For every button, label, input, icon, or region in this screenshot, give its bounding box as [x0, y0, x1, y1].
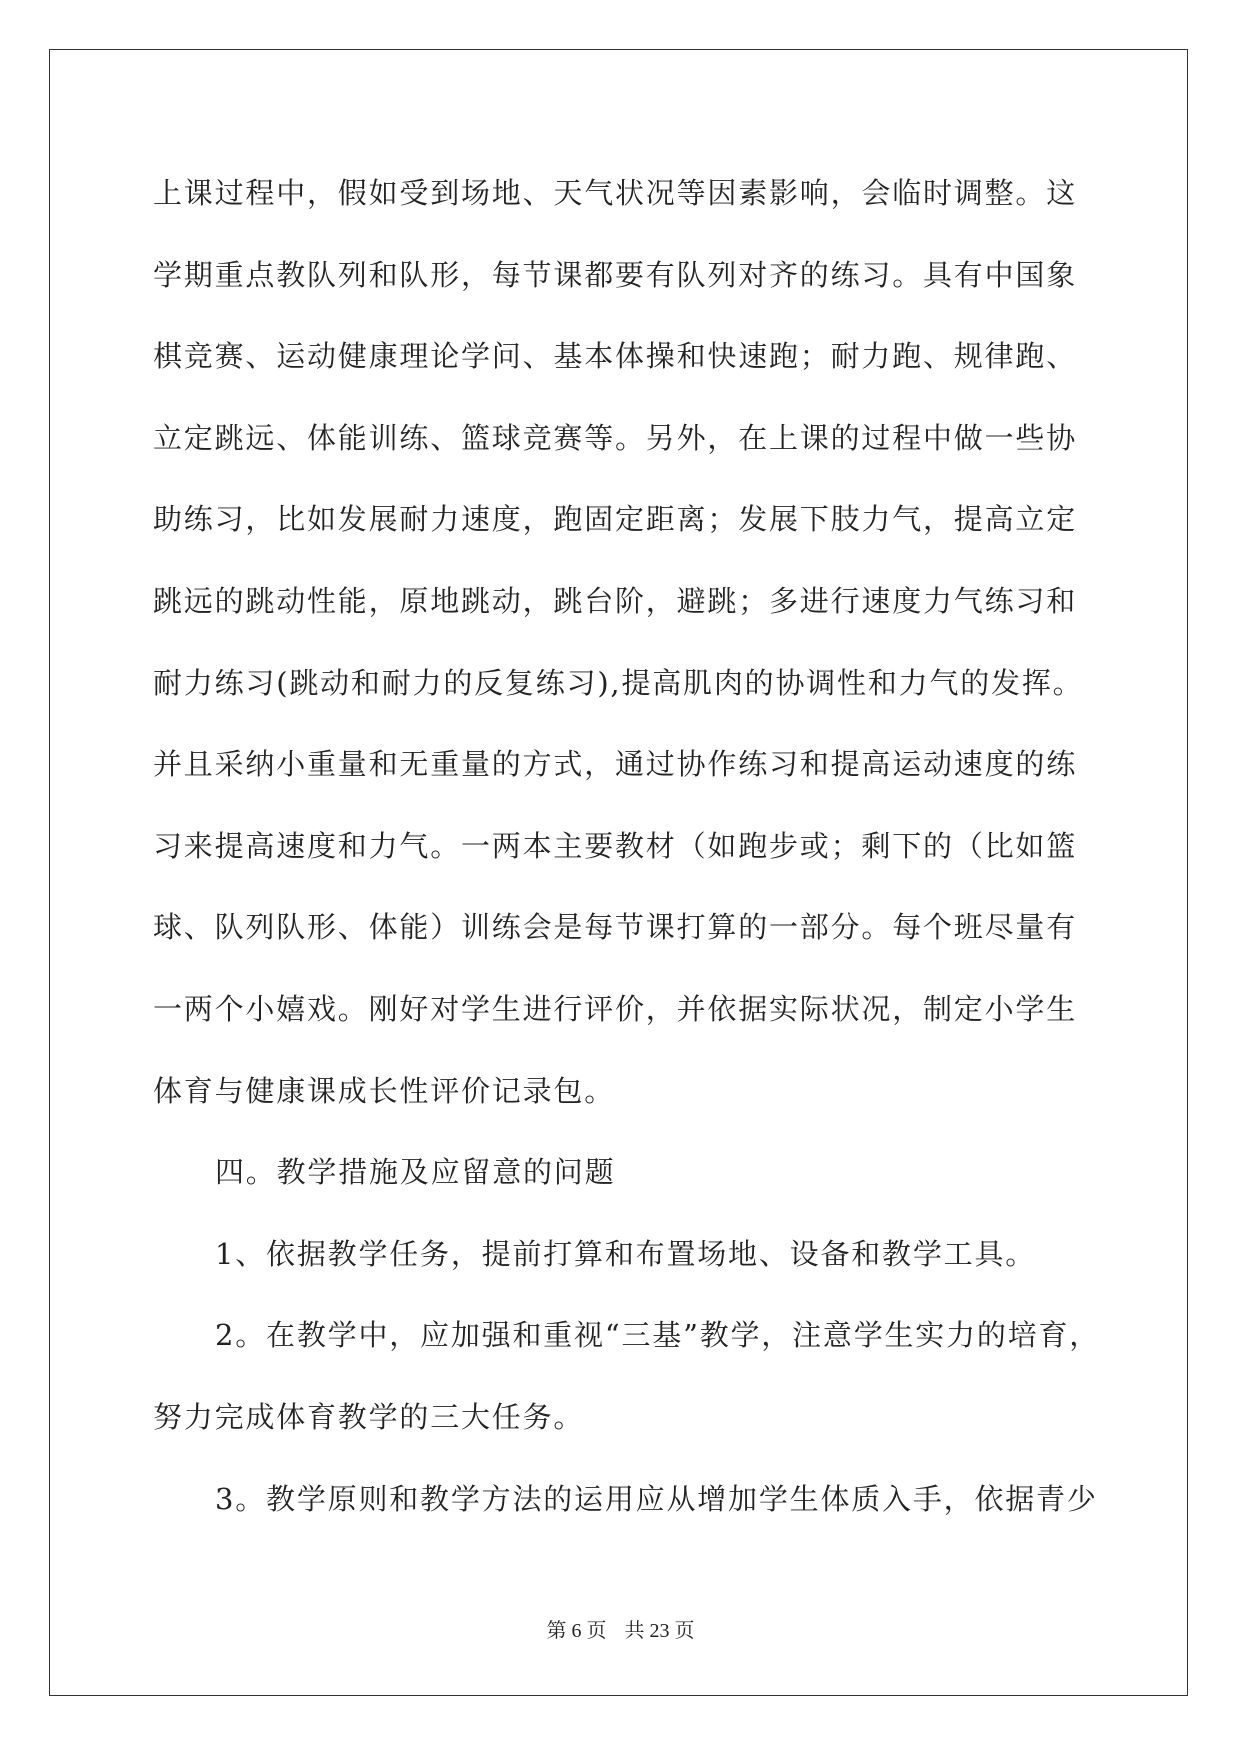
- text-line: 棋竞赛、运动健康理论学问、基本体操和快速跑；耐力跑、规律跑、: [153, 339, 1078, 374]
- list-item-2-continuation: 努力完成体育教学的三大任务。: [153, 1399, 585, 1434]
- text-line: 并且采纳小重量和无重量的方式，通过协作练习和提高运动速度的练: [153, 747, 1078, 782]
- section-heading: 四。教学措施及应留意的问题: [215, 1155, 616, 1190]
- list-item-1: 1、依据教学任务，提前打算和布置场地、设备和教学工具。: [215, 1236, 1037, 1271]
- text-line: 习来提高速度和力气。一两本主要教材（如跑步或；剩下的（比如篮: [153, 828, 1078, 863]
- text-line: 一两个小嬉戏。刚好对学生进行评价，并依据实际状况，制定小学生: [153, 991, 1078, 1026]
- text-line: 助练习，比如发展耐力速度，跑固定距离；发展下肢力气，提高立定: [153, 502, 1078, 537]
- text-line: 球、队列队形、体能）训练会是每节课打算的一部分。每个班尽量有: [153, 910, 1078, 945]
- list-item-3: 3。教学原则和教学方法的运用应从增加学生体质入手，依据青少: [215, 1481, 1098, 1516]
- text-line: 立定跳远、体能训练、篮球竞赛等。另外，在上课的过程中做一些协: [153, 420, 1078, 455]
- text-line: 耐力练习(跳动和耐力的反复练习),提高肌肉的协调性和力气的发挥。: [153, 665, 1084, 700]
- list-item-2: 2。在教学中，应加强和重视“三基”教学，注意学生实力的培育，: [215, 1318, 1101, 1353]
- text-line: 体育与健康课成长性评价记录包。: [153, 1073, 616, 1108]
- page-footer: [0, 1614, 1241, 1643]
- page-total: 共 23 页: [624, 1620, 695, 1642]
- text-line: 上课过程中，假如受到场地、天气状况等因素影响，会临时调整。这: [153, 176, 1078, 210]
- text-line: 跳远的跳动性能，原地跳动，跳台阶，避跳；多进行速度力气练习和: [153, 583, 1078, 618]
- text-line: 学期重点教队列和队形，每节课都要有队列对齐的练习。具有中国象: [153, 257, 1078, 292]
- document-body: [153, 153, 1101, 1540]
- page-number: 第 6 页: [546, 1620, 607, 1642]
